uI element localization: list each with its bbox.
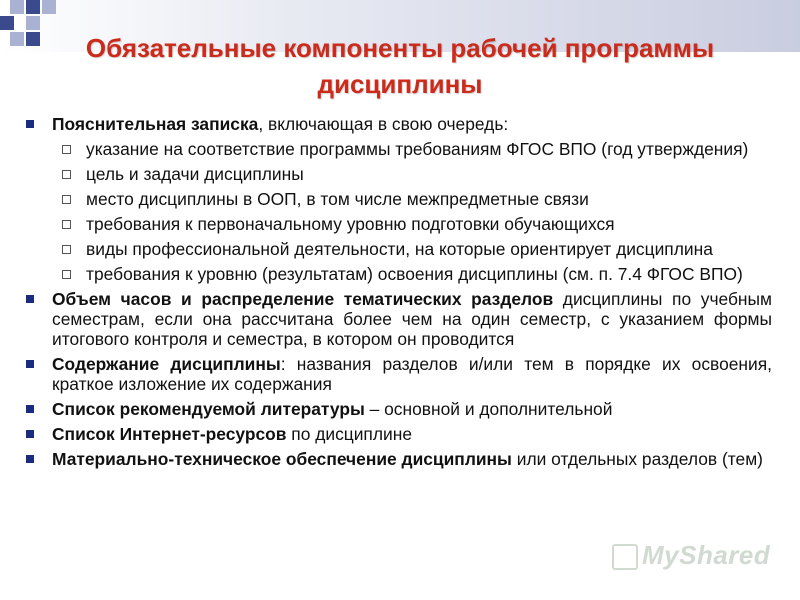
item-text: , включающая в свою очередь:	[258, 114, 509, 134]
hollow-square-bullet-icon	[62, 220, 71, 229]
list-item	[22, 289, 772, 349]
square-icon	[10, 32, 24, 46]
sub-item-text: виды профессиональной деятельности, на которые ориентирует дисциплина	[86, 239, 713, 259]
item-heading: Пояснительная записка	[52, 114, 259, 134]
item-heading: Материально-техническое обеспечение дисциплины	[52, 449, 512, 469]
list-item	[22, 424, 772, 444]
sub-list-item	[22, 139, 772, 159]
square-bullet-icon	[26, 120, 34, 128]
sub-item-text: требования к первоначальному уровню подготовки обучающихся	[86, 214, 615, 234]
square-icon	[26, 16, 40, 30]
item-heading: Список Интернет-ресурсов	[52, 424, 287, 444]
hollow-square-bullet-icon	[62, 270, 71, 279]
square-icon	[0, 16, 14, 30]
hollow-square-bullet-icon	[62, 195, 71, 204]
hollow-square-bullet-icon	[62, 245, 71, 254]
hollow-square-bullet-icon	[62, 170, 71, 179]
sub-list-item	[22, 164, 772, 184]
item-text: – основной и дополнительной	[364, 399, 613, 419]
main-list	[22, 114, 772, 474]
list-item	[22, 354, 772, 394]
sub-item-text: цель и задачи дисциплины	[86, 164, 304, 184]
title-line-1: Обязательные компоненты рабочей программы	[85, 33, 715, 63]
square-icon	[42, 0, 56, 14]
watermark-text: MyShared	[642, 540, 771, 570]
square-icon	[26, 0, 40, 14]
item-text: : названия разделов и/или тем в порядке их освоения, краткое изложение их содержания	[52, 354, 772, 394]
watermark-logo-icon	[612, 544, 638, 570]
hollow-square-bullet-icon	[62, 145, 71, 154]
sub-list-item	[22, 189, 772, 209]
square-bullet-icon	[26, 405, 34, 413]
square-icon	[10, 0, 24, 14]
list-item	[22, 399, 772, 419]
sub-list-item	[22, 214, 772, 234]
sub-list-item	[22, 264, 772, 284]
sub-list-item	[22, 239, 772, 259]
sub-item-text: место дисциплины в ООП, в том числе межпредметные связи	[86, 189, 589, 209]
page-title	[60, 30, 740, 102]
item-text: дисциплины по учебным семестрам, если она рассчитана более чем на один семестр, с указанием формы итогового контроля и семестра, в котором он проводится	[52, 289, 772, 349]
list-item	[22, 449, 772, 469]
list-item	[22, 114, 772, 134]
title-line-2: дисциплины	[317, 69, 483, 99]
item-text: или отдельных разделов (тем)	[511, 449, 763, 469]
item-heading: Содержание дисциплины	[52, 354, 281, 374]
item-heading: Список рекомендуемой литературы	[52, 399, 365, 419]
square-bullet-icon	[26, 430, 34, 438]
square-bullet-icon	[26, 455, 34, 463]
item-heading: Объем часов и распределение тематических разделов	[52, 289, 554, 309]
watermark	[612, 540, 772, 580]
sub-item-text: указание на соответствие программы требованиям ФГОС ВПО (год утверждения)	[86, 139, 749, 159]
square-bullet-icon	[26, 295, 34, 303]
square-bullet-icon	[26, 360, 34, 368]
sub-item-text: требования к уровню (результатам) освоения дисциплины (см. п. 7.4 ФГОС ВПО)	[86, 264, 743, 284]
item-text: по дисциплине	[286, 424, 412, 444]
square-icon	[26, 32, 40, 46]
